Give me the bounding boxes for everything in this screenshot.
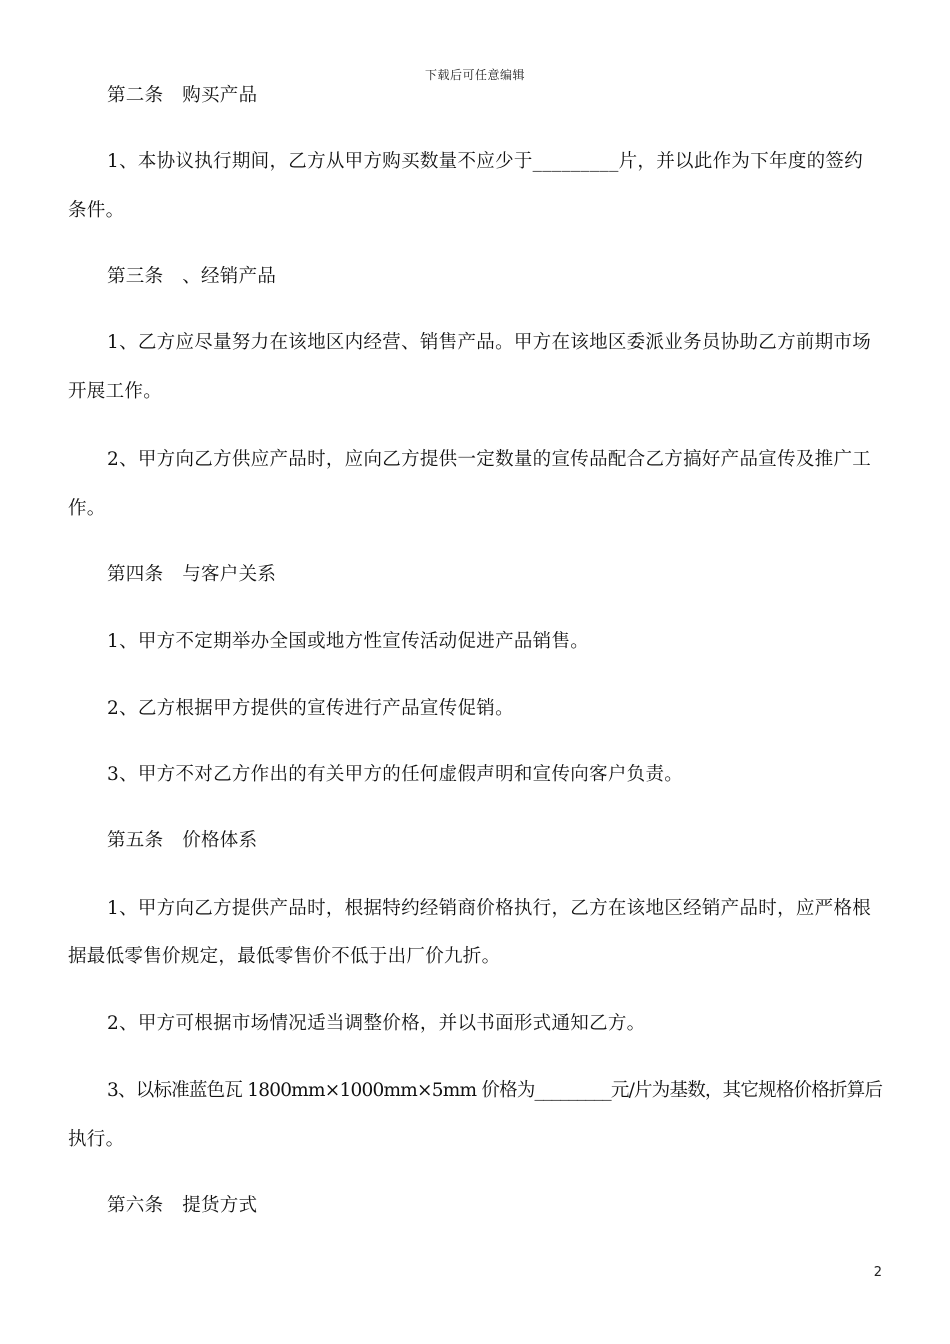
article-4-clause-2: 2、乙方根据甲方提供的宣传进行产品宣传促销。: [107, 698, 514, 719]
article-6-title: 第六条 提货方式: [107, 1195, 258, 1216]
article-2-clause-1-line-1: 1、本协议执行期间，乙方从甲方购买数量不应少于_________片，并以此作为下年度的签约: [107, 151, 864, 172]
article-4-clause-1: 1、甲方不定期举办全国或地方性宣传活动促进产品销售。: [107, 631, 590, 652]
article-5-clause-1-line-2: 据最低零售价规定，最低零售价不低于出厂价九折。: [68, 946, 501, 967]
article-3-clause-1-line-2: 开展工作。: [68, 381, 163, 402]
article-2-clause-1-line-2: 条件。: [68, 200, 125, 221]
article-3-title: 第三条 、经销产品: [107, 266, 277, 287]
article-2-title: 第二条 购买产品: [107, 85, 258, 106]
article-5-clause-3-line-2: 执行。: [68, 1129, 125, 1150]
article-5-title: 第五条 价格体系: [107, 830, 258, 851]
page-number: 2: [873, 1265, 882, 1280]
page-header: 下载后可任意编辑: [424, 68, 525, 82]
article-5-clause-2: 2、甲方可根据市场情况适当调整价格，并以书面形式通知乙方。: [107, 1013, 646, 1034]
article-3-clause-2-line-2: 作。: [68, 498, 106, 519]
article-3-clause-1-line-1: 1、乙方应尽量努力在该地区内经营、销售产品。甲方在该地区委派业务员协助乙方前期市场: [107, 332, 872, 353]
article-4-clause-3: 3、甲方不对乙方作出的有关甲方的任何虚假声明和宣传向客户负责。: [107, 764, 684, 785]
article-3-clause-2-line-1: 2、甲方向乙方供应产品时，应向乙方提供一定数量的宣传品配合乙方搞好产品宣传及推广工: [107, 449, 872, 470]
article-5-clause-1-line-1: 1、甲方向乙方提供产品时，根据特约经销商价格执行，乙方在该地区经销产品时，应严格根: [107, 898, 872, 919]
article-5-clause-3-line-1: 3、以标准蓝色瓦 1800mm×1000mm×5mm 价格为_________元/片为基数，其它规格价格折算后: [107, 1080, 883, 1101]
article-4-title: 第四条 与客户关系: [107, 564, 277, 585]
